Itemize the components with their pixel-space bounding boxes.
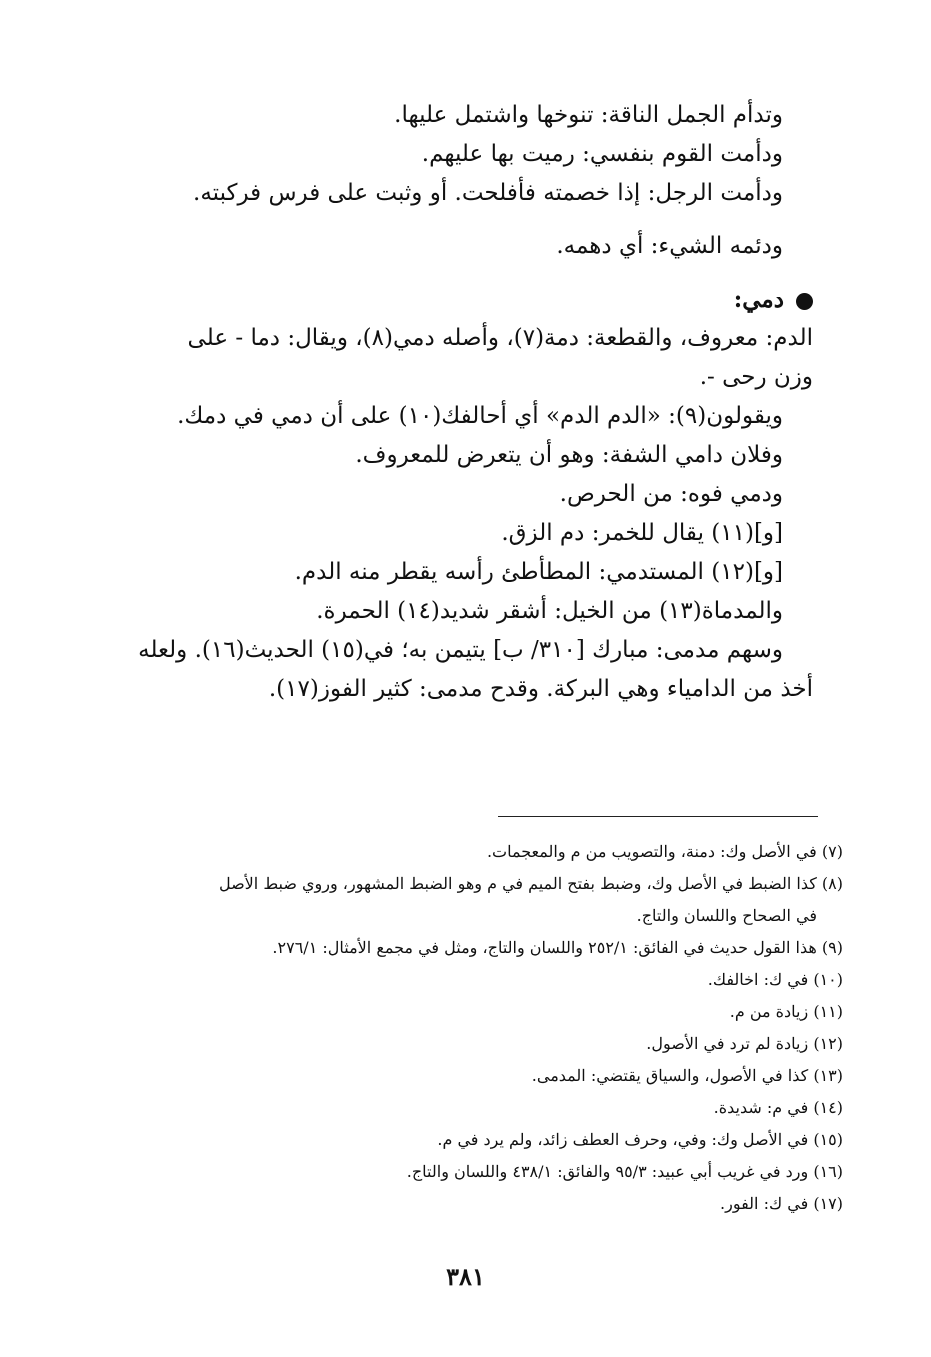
text-line: أخذ من الدامياء وهي البركة. وقدح مدمى: كثير الفوز(١٧).: [268, 676, 813, 702]
footnote: (١١) زيادة من م.: [729, 1002, 843, 1021]
entry-heading: [120, 280, 813, 319]
text-line: ودأمت القوم بنفسي: رميت بها عليهم.: [421, 141, 783, 167]
text-line: والمدماة(١٣) من الخيل: أشقر شديد(١٤) الحمرة.: [316, 598, 783, 624]
text-line: [و](١١) يقال للخمر: دم الزق.: [501, 520, 783, 546]
text-line: ودأمت الرجل: إذا خصمته فأفلحت. أو وثبت على فرس فركبته.: [193, 180, 783, 206]
entry-heading-label: دمي:: [733, 286, 784, 313]
main-text-block: [120, 96, 813, 709]
text-line: وزن رحى -.: [699, 364, 813, 390]
bullet-icon: [796, 293, 813, 310]
footnote: (١٦) ورد في غريب أبي عبيد: ٩٥/٣ والفائق: ٤٣٨/١ واللسان والتاج.: [406, 1162, 843, 1181]
footnote: (١٠) في ك: اخالفك.: [707, 970, 843, 989]
footnote: (٩) هذا القول حديث في الفائق: ٢٥٢/١ واللسان والتاج، ومثل في مجمع الأمثال: ٢٧٦/١.: [272, 938, 843, 957]
text-line: [و](١٢) المستدمي: المطأطئ رأسه يقطر منه الدم.: [294, 559, 783, 585]
footnote: (١٢) زيادة لم ترد في الأصول.: [646, 1034, 843, 1053]
footnote: (١٣) كذا في الأصول، والسياق يقتضي: المدمى.: [531, 1066, 843, 1085]
text-line: الدم: معروف، والقطعة: دمة(٧)، وأصله دمي(٨)، ويقال: دما - على: [187, 325, 813, 351]
footnote: (١٤) في م: شديدة.: [713, 1098, 843, 1117]
text-line: وفلان دامي الشفة: وهو أن يتعرض للمعروف.: [355, 442, 783, 468]
footnote: (٧) في الأصل وك: دمنة، والتصويب من م والمعجمات.: [486, 842, 843, 861]
text-line: ودئمه الشيء: أي دهمه.: [556, 233, 783, 259]
text-line: وتدأم الجمل الناقة: تنوخها واشتمل عليها.: [394, 102, 783, 128]
text-line: وسهم مدمى: مبارك [٣١٠/ ب] يتيمن به؛ في(١٥) الحديث(١٦). ولعله: [138, 637, 783, 663]
page-number: ٣٨١: [446, 1262, 485, 1291]
footnote: (١٥) في الأصل وك: وفي، وحرف العطف زائد، ولم يرد في م.: [437, 1130, 843, 1149]
footnotes-block: [90, 836, 843, 1220]
footnote: (١٧) في ك: الفور.: [720, 1194, 843, 1213]
text-line: ويقولون(٩): «الدم الدم» أي أحالفك(١٠) على أن دمي في دمك.: [177, 403, 783, 429]
text-line: ودمي فوه: من الحرص.: [559, 481, 783, 507]
footnote-continuation: في الصحاح واللسان والتاج.: [636, 906, 817, 925]
footnote: (٨) كذا الضبط في الأصل وك، وضبط بفتح الميم في م وهو الضبط المشهور، وروي ضبط الأصل: [218, 874, 843, 893]
footnote-separator: [498, 816, 818, 817]
